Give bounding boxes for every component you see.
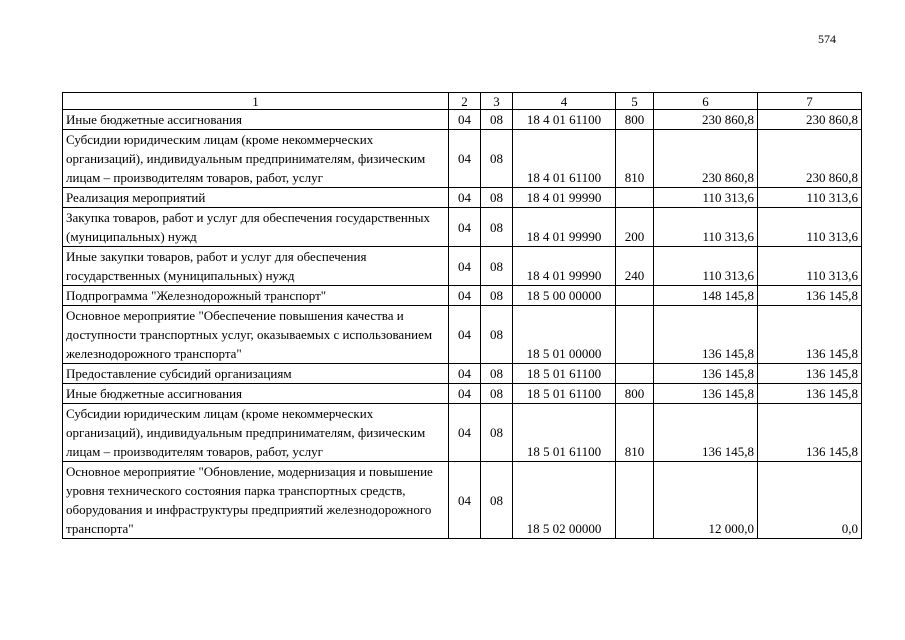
expense-type-cell: 810: [616, 404, 654, 462]
table-row: [63, 384, 862, 404]
subsection-code-cell: 08: [481, 110, 513, 130]
section-code-cell: 04: [449, 110, 481, 130]
target-article-cell: 18 4 01 99990: [513, 208, 616, 247]
page-number: 574: [818, 32, 836, 46]
amount-year1-cell: 136 145,8: [654, 384, 758, 404]
expense-type-cell: 800: [616, 110, 654, 130]
subsection-code-cell: 08: [481, 462, 513, 539]
header-cell: 2: [449, 93, 481, 110]
table-row: [63, 130, 862, 188]
section-code-cell: 04: [449, 286, 481, 306]
table-row: [63, 306, 862, 364]
budget-table: [62, 92, 862, 539]
header-cell: 5: [616, 93, 654, 110]
section-code-cell: 04: [449, 306, 481, 364]
table-row: [63, 404, 862, 462]
section-code-cell: 04: [449, 462, 481, 539]
amount-year2-cell: 230 860,8: [758, 130, 862, 188]
row-name-cell: Предоставление субсидий организациям: [63, 364, 449, 384]
subsection-code-cell: 08: [481, 247, 513, 286]
amount-year1-cell: 136 145,8: [654, 306, 758, 364]
expense-type-cell: 200: [616, 208, 654, 247]
target-article-cell: 18 5 00 00000: [513, 286, 616, 306]
section-code-cell: 04: [449, 247, 481, 286]
table-row: [63, 188, 862, 208]
subsection-code-cell: 08: [481, 208, 513, 247]
amount-year2-cell: 110 313,6: [758, 208, 862, 247]
expense-type-cell: [616, 306, 654, 364]
expense-type-cell: [616, 188, 654, 208]
amount-year1-cell: 110 313,6: [654, 247, 758, 286]
section-code-cell: 04: [449, 208, 481, 247]
amount-year2-cell: 230 860,8: [758, 110, 862, 130]
row-name-cell: Иные бюджетные ассигнования: [63, 110, 449, 130]
header-cell: 3: [481, 93, 513, 110]
row-name-cell: Реализация мероприятий: [63, 188, 449, 208]
header-cell: 4: [513, 93, 616, 110]
row-name-cell: Подпрограмма "Железнодорожный транспорт": [63, 286, 449, 306]
row-name-cell: Основное мероприятие "Обеспечение повышения качества и доступности транспортных услуг, оказываемых с использованием железнодорожного транспорта": [63, 306, 449, 364]
amount-year2-cell: 136 145,8: [758, 384, 862, 404]
amount-year1-cell: 230 860,8: [654, 110, 758, 130]
header-cell: 7: [758, 93, 862, 110]
amount-year1-cell: 148 145,8: [654, 286, 758, 306]
amount-year1-cell: 136 145,8: [654, 404, 758, 462]
target-article-cell: 18 4 01 99990: [513, 247, 616, 286]
amount-year2-cell: 136 145,8: [758, 286, 862, 306]
subsection-code-cell: 08: [481, 384, 513, 404]
target-article-cell: 18 5 01 00000: [513, 306, 616, 364]
amount-year1-cell: 12 000,0: [654, 462, 758, 539]
amount-year1-cell: 230 860,8: [654, 130, 758, 188]
target-article-cell: 18 5 02 00000: [513, 462, 616, 539]
target-article-cell: 18 5 01 61100: [513, 384, 616, 404]
expense-type-cell: [616, 364, 654, 384]
row-name-cell: Закупка товаров, работ и услуг для обеспечения государственных (муниципальных) нужд: [63, 208, 449, 247]
target-article-cell: 18 5 01 61100: [513, 364, 616, 384]
table-row: [63, 462, 862, 539]
amount-year1-cell: 110 313,6: [654, 208, 758, 247]
amount-year2-cell: 136 145,8: [758, 404, 862, 462]
subsection-code-cell: 08: [481, 130, 513, 188]
amount-year2-cell: 110 313,6: [758, 247, 862, 286]
table-header-row: [63, 93, 862, 110]
amount-year2-cell: 136 145,8: [758, 364, 862, 384]
target-article-cell: 18 4 01 99990: [513, 188, 616, 208]
section-code-cell: 04: [449, 404, 481, 462]
table-row: [63, 208, 862, 247]
row-name-cell: Иные бюджетные ассигнования: [63, 384, 449, 404]
amount-year2-cell: 0,0: [758, 462, 862, 539]
section-code-cell: 04: [449, 384, 481, 404]
row-name-cell: Иные закупки товаров, работ и услуг для обеспечения государственных (муниципальных) нужд: [63, 247, 449, 286]
subsection-code-cell: 08: [481, 364, 513, 384]
section-code-cell: 04: [449, 188, 481, 208]
subsection-code-cell: 08: [481, 286, 513, 306]
target-article-cell: 18 4 01 61100: [513, 130, 616, 188]
section-code-cell: 04: [449, 364, 481, 384]
row-name-cell: Субсидии юридическим лицам (кроме некоммерческих организаций), индивидуальным предпринимателям, физическим лицам – производителям товаров, работ, услуг: [63, 404, 449, 462]
row-name-cell: Субсидии юридическим лицам (кроме некоммерческих организаций), индивидуальным предпринимателям, физическим лицам – производителям товаров, работ, услуг: [63, 130, 449, 188]
subsection-code-cell: 08: [481, 306, 513, 364]
expense-type-cell: 240: [616, 247, 654, 286]
expense-type-cell: 810: [616, 130, 654, 188]
table-row: [63, 110, 862, 130]
header-cell: 6: [654, 93, 758, 110]
subsection-code-cell: 08: [481, 188, 513, 208]
amount-year1-cell: 136 145,8: [654, 364, 758, 384]
target-article-cell: 18 5 01 61100: [513, 404, 616, 462]
row-name-cell: Основное мероприятие "Обновление, модернизация и повышение уровня технического состояния парка транспортных средств, оборудования и инфраструктуры предприятий железнодорожного транспорта": [63, 462, 449, 539]
target-article-cell: 18 4 01 61100: [513, 110, 616, 130]
header-cell: 1: [63, 93, 449, 110]
expense-type-cell: [616, 286, 654, 306]
amount-year2-cell: 110 313,6: [758, 188, 862, 208]
table-row: [63, 286, 862, 306]
expense-type-cell: 800: [616, 384, 654, 404]
section-code-cell: 04: [449, 130, 481, 188]
subsection-code-cell: 08: [481, 404, 513, 462]
amount-year1-cell: 110 313,6: [654, 188, 758, 208]
table-row: [63, 364, 862, 384]
amount-year2-cell: 136 145,8: [758, 306, 862, 364]
table-row: [63, 247, 862, 286]
expense-type-cell: [616, 462, 654, 539]
